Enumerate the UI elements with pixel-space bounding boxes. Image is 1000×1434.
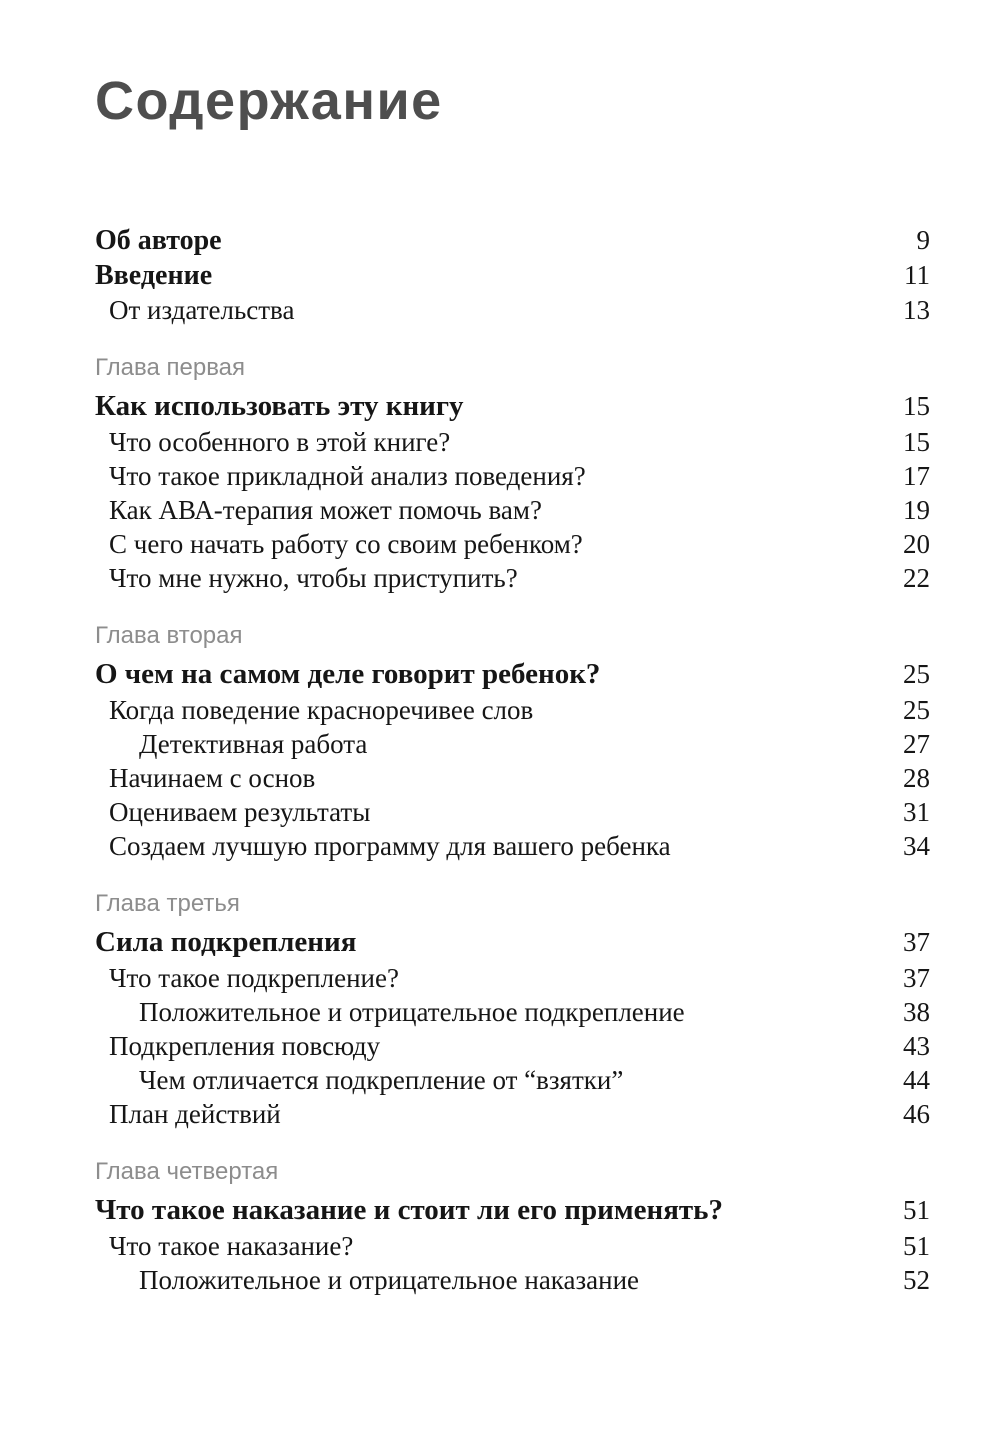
toc-entry-label: Как АВА-терапия может помочь вам? xyxy=(109,495,542,526)
toc-entry-page-number: 38 xyxy=(903,997,930,1028)
toc-entry-page-number: 9 xyxy=(916,225,930,256)
chapter-page-number: 37 xyxy=(903,927,930,958)
toc-entry xyxy=(95,1263,930,1297)
chapter-title: Как использовать эту книгу xyxy=(95,390,464,423)
toc-entry-label: С чего начать работу со своим ребенком? xyxy=(109,529,583,560)
toc-entry xyxy=(95,727,930,761)
toc-entry-label: Что такое наказание? xyxy=(109,1231,354,1262)
toc-entry-page-number: 17 xyxy=(903,461,930,492)
toc-entry xyxy=(95,1229,930,1263)
chapter-heading-label: Глава четвертая xyxy=(95,1158,279,1186)
chapter-title: О чем на самом деле говорит ребенок? xyxy=(95,658,601,691)
toc-entry-label: Оцениваем результаты xyxy=(109,797,371,828)
toc-entry-label: Когда поведение красноречивее слов xyxy=(109,695,534,726)
toc-entry xyxy=(95,995,930,1029)
chapter-heading-label: Глава первая xyxy=(95,354,246,382)
toc-entry xyxy=(95,961,930,995)
toc-entry-page-number: 34 xyxy=(903,831,930,862)
toc-entry-page-number: 44 xyxy=(903,1065,930,1096)
page-title: Содержание xyxy=(95,71,443,131)
toc-entry-label: Что мне нужно, чтобы приступить? xyxy=(109,563,518,594)
toc-entry-label: Введение xyxy=(95,260,213,292)
toc-entry xyxy=(95,493,930,527)
toc-entry xyxy=(95,1097,930,1131)
toc-entry-page-number: 22 xyxy=(903,563,930,594)
toc-entry-page-number: 52 xyxy=(903,1265,930,1296)
toc-entry xyxy=(95,693,930,727)
toc-entry xyxy=(95,293,930,327)
toc-entry xyxy=(95,1029,930,1063)
chapter-title-row xyxy=(95,923,930,961)
toc-entry xyxy=(95,761,930,795)
toc-entry xyxy=(95,527,930,561)
chapter-page-number: 25 xyxy=(903,659,930,690)
toc-front-matter xyxy=(95,223,930,327)
toc-entry-label: Создаем лучшую программу для вашего ребенка xyxy=(109,831,671,862)
chapter-page-number: 51 xyxy=(903,1195,930,1226)
toc-chapter-group xyxy=(95,888,930,1131)
toc-entry-label: Положительное и отрицательное наказание xyxy=(139,1265,640,1296)
toc-entry-label: Что особенного в этой книге? xyxy=(109,427,451,458)
chapter-page-number: 15 xyxy=(903,391,930,422)
toc-entry-label: Начинаем с основ xyxy=(109,763,316,794)
toc-entry-label: План действий xyxy=(109,1099,281,1130)
toc-entry xyxy=(95,258,930,293)
toc-entry-page-number: 13 xyxy=(903,295,930,326)
toc-entry-label: От издательства xyxy=(109,295,295,326)
toc-entry-page-number: 28 xyxy=(903,763,930,794)
toc-entry xyxy=(95,795,930,829)
toc-entry xyxy=(95,459,930,493)
toc-entry-page-number: 37 xyxy=(903,963,930,994)
toc-entry-page-number: 46 xyxy=(903,1099,930,1130)
toc-entry-label: Чем отличается подкрепление от “взятки” xyxy=(139,1065,624,1096)
toc-entry-page-number: 43 xyxy=(903,1031,930,1062)
chapter-title: Что такое наказание и стоит ли его применять? xyxy=(95,1194,723,1227)
toc-entry-label: Об авторе xyxy=(95,225,222,257)
chapter-title-row xyxy=(95,1191,930,1229)
toc-entry xyxy=(95,223,930,258)
toc-entry-label: Положительное и отрицательное подкрепление xyxy=(139,997,685,1028)
toc-entry-page-number: 31 xyxy=(903,797,930,828)
toc-entry-page-number: 19 xyxy=(903,495,930,526)
toc-entry-page-number: 15 xyxy=(903,427,930,458)
toc-entry-page-number: 51 xyxy=(903,1231,930,1262)
toc-entry-label: Что такое прикладной анализ поведения? xyxy=(109,461,586,492)
toc-entry-label: Подкрепления повсюду xyxy=(109,1031,381,1062)
toc-entry-page-number: 25 xyxy=(903,695,930,726)
toc-entry-label: Что такое подкрепление? xyxy=(109,963,399,994)
toc-entry-page-number: 27 xyxy=(903,729,930,760)
toc-entry-page-number: 11 xyxy=(904,260,930,291)
chapter-title-row xyxy=(95,387,930,425)
chapter-heading-label: Глава вторая xyxy=(95,622,243,650)
toc-chapter-group xyxy=(95,352,930,595)
toc-entry xyxy=(95,1063,930,1097)
chapter-title-row xyxy=(95,655,930,693)
toc-entry xyxy=(95,829,930,863)
toc-chapter-group xyxy=(95,1156,930,1297)
chapter-title: Сила подкрепления xyxy=(95,926,357,959)
toc-chapters xyxy=(95,352,930,1297)
toc-chapter-group xyxy=(95,620,930,863)
toc-entry-label: Детективная работа xyxy=(139,729,368,760)
toc-entry xyxy=(95,425,930,459)
toc-entry-page-number: 20 xyxy=(903,529,930,560)
chapter-heading-label: Глава третья xyxy=(95,890,240,918)
toc-entry xyxy=(95,561,930,595)
